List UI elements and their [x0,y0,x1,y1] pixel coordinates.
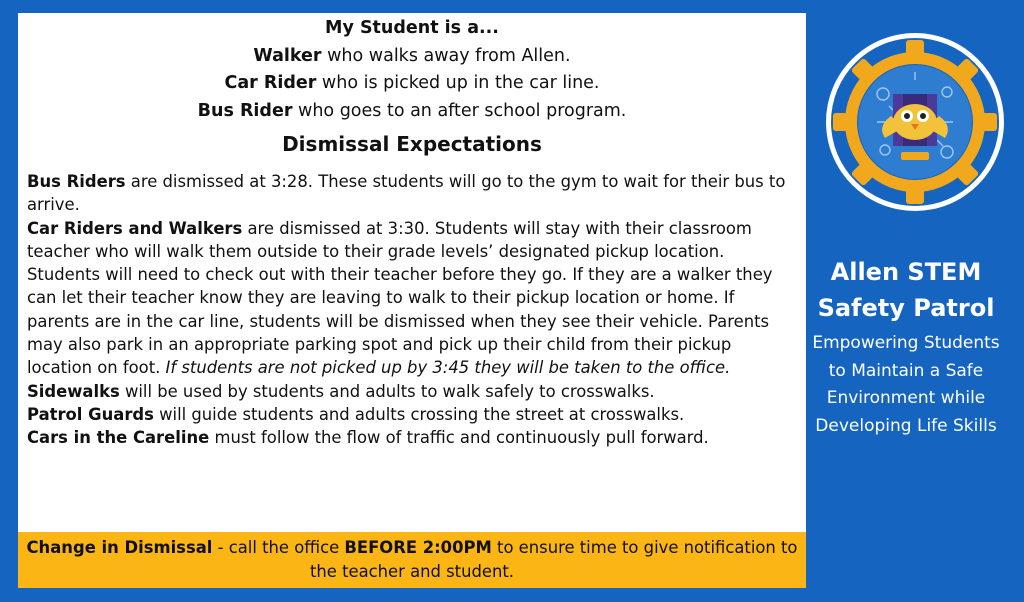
title-line-1: Allen STEM [830,258,982,286]
car-riders-walkers-rule: Car Riders and Walkers are dismissed at 3:30. Students will stay with their classroom teacher who will walk them outside to their grade levels’ designated pickup location. Students will need to check out with their teacher before they go. If they are a walker they can let their teacher know they are leaving to walk to their pickup location or home. If parents are in the car line, students will be dismissed when they see their vehicle. Parents may also park in an appropriate parking spot and pick up their child from their pickup location on foot. If students are not picked up by 3:45 they will be taken to the office. [27,218,773,378]
stem-gear-owl-logo-icon [825,32,1005,212]
title-line-2: Safety Patrol [817,294,995,322]
careline-rule: Cars in the Careline must follow the flow of traffic and continuously pull forward. [27,428,709,448]
car-rider-line: Car Rider who is picked up in the car line. [224,73,600,93]
bus-riders-rule: Bus Riders are dismissed at 3:28. These students will go to the gym to wait for their bus to arrive. [27,172,786,215]
student-types [18,13,806,125]
dismissal-info-panel [18,13,806,588]
safety-patrol-title [808,254,1004,326]
walker-line: Walker who walks away from Allen. [253,45,571,66]
bus-rider-line: Bus Rider who goes to an after school program. [197,100,627,121]
patrol-guards-rule: Patrol Guards will guide students and adults crossing the street at crosswalks. [27,404,685,424]
section-heading: Dismissal Expectations [282,132,542,156]
change-in-dismissal-banner: Change in Dismissal - call the office BEFORE 2:00PM to ensure time to give notification to the teacher and student. [18,532,806,588]
intro-heading: My Student is a... [325,18,499,38]
dismissal-rules [18,170,806,450]
sidewalks-rule: Sidewalks will be used by students and adults to walk safely to crosswalks. [27,381,655,401]
safety-patrol-subtitle: Empowering Students to Maintain a Safe Environment while Developing Life Skills [812,333,1000,436]
